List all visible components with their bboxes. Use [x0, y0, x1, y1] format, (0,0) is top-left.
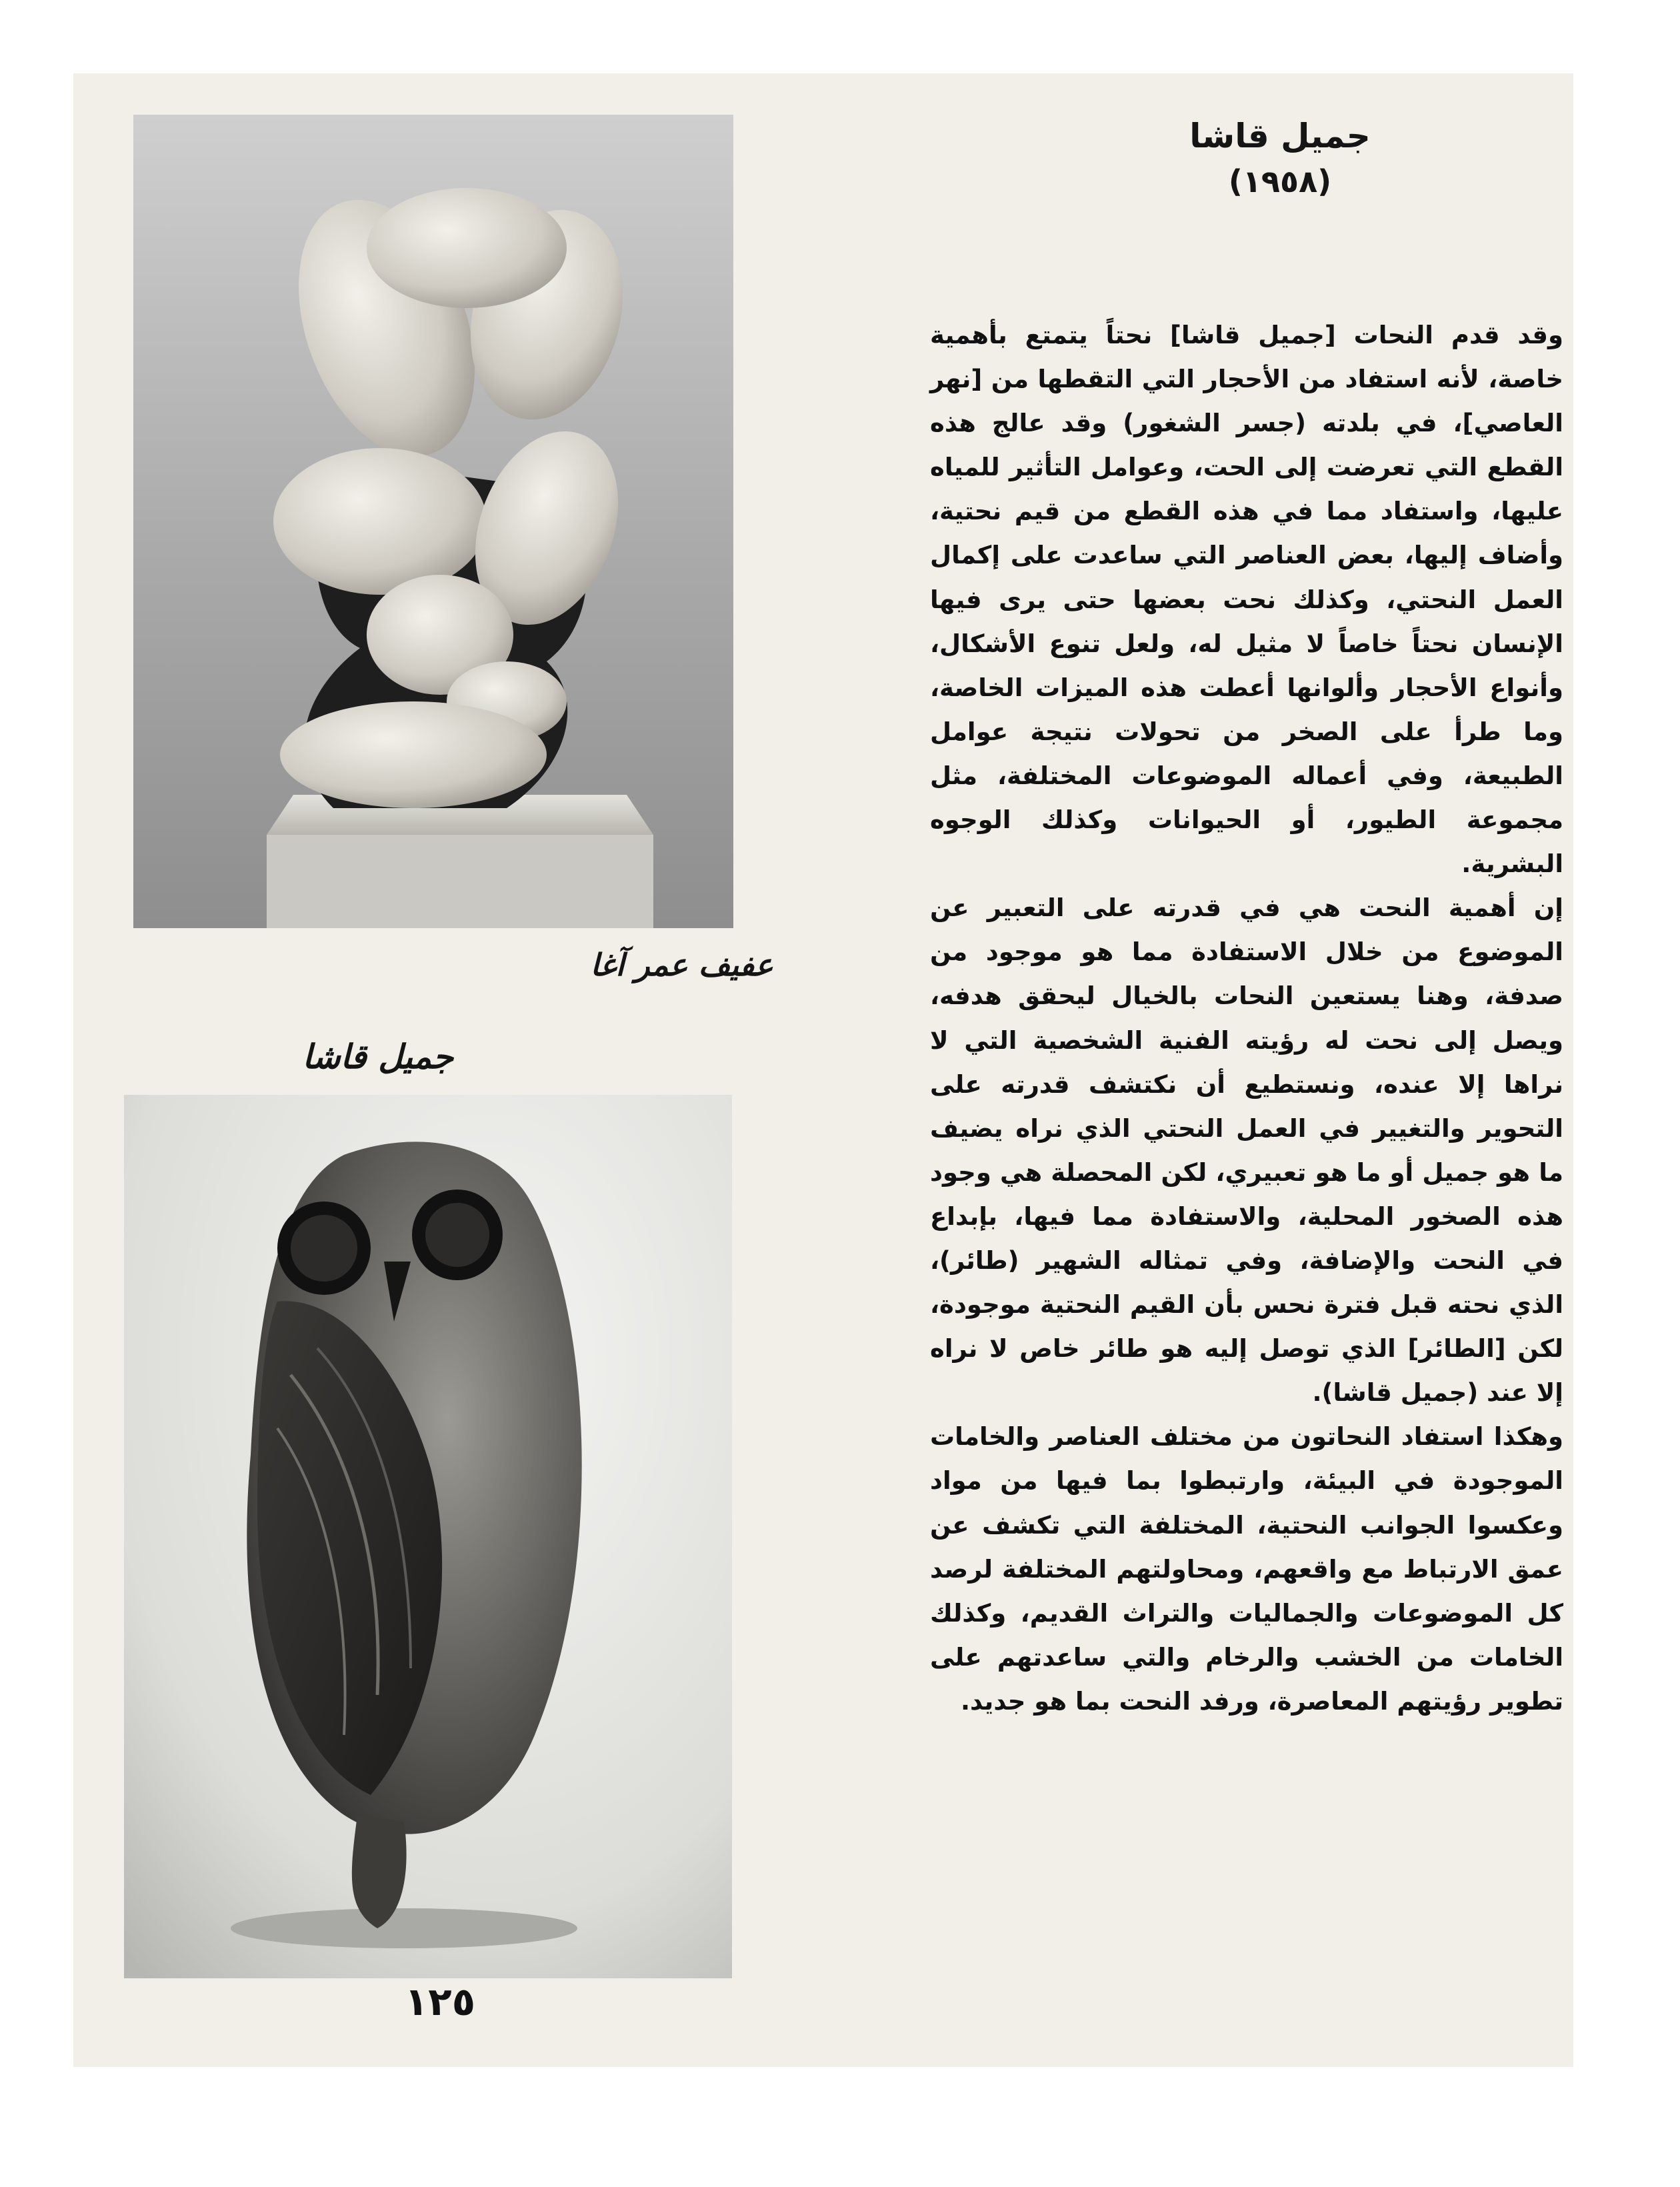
- article-body: [930, 313, 1563, 1724]
- paragraph: وقد قدم النحات [جميل قاشا] نحتاً يتمتع بأهمية خاصة، لأنه استفاد من الأحجار التي التقطها من [نهر العاصي]، في بلدته (جسر الشغور) وقد عالج هذه القطع التي تعرضت إلى الحت، وعوامل التأثير للمياه عليها، واستفاد مما في هذه القطع من قيم نحتية، وأضاف إليها، بعض العناصر التي ساعدت على إكمال العمل النحتي، وكذلك نحت بعضها حتى يرى فيها الإنسان نحتاً خاصاً لا مثيل له، ولعل تنوع الأشكال، وأنواع الأحجار وألوانها أعطت هذه الميزات الخاصة، وما طرأ على الصخر من تحولات نتيجة عوامل الطبيعة، وفي أعماله الموضوعات المختلفة، مثل مجموعة الطيور، أو الحيوانات وكذلك الوجوه البشرية.: [930, 321, 1563, 879]
- paragraph: وهكذا استفاد النحاتون من مختلف العناصر والخامات الموجودة في البيئة، وارتبطوا بما فيها من مواد وعكسوا الجوانب النحتية، المختلفة التي تكشف عن عمق الارتباط مع واقعهم، ومحاولتهم المختلفة لرصد كل الموضوعات والجماليات والتراث القديم، وكذلك الخامات من الخشب والرخام والتي ساعدتهم على تطوير رؤيتهم المعاصرة، ورفد النحت بما هو جديد.: [930, 1422, 1563, 1716]
- heading-artist-name: جميل قاشا: [1189, 117, 1371, 155]
- heading-artist-year: (١٩٥٨): [1228, 163, 1332, 199]
- paragraph: إن أهمية النحت هي في قدرته على التعبير عن الموضوع من خلال الاستفادة مما هو موجود من صدفة، وهنا يستعين النحات بالخيال ليحقق هدفه، ويصل إلى نحت له رؤيته الفنية الشخصية التي لا نراها إلا عنده، ونستطيع أن نكتشف قدرته على التحوير والتغيير في العمل النحتي الذي نراه يضيف ما هو جميل أو ما هو تعبيري، لكن المحصلة هي وجود هذه الصخور المحلية، والاستفادة مما فيها، بإبداع في النحت والإضافة، وفي تمثاله الشهير (طائر)، الذي نحته قبل فترة نحس بأن القيم النحتية موجودة، لكن [الطائر] الذي توصل إليه هو طائر خاص لا نراه إلا عند (جميل قاشا).: [930, 893, 1563, 1408]
- abstract-sculpture-photo: [133, 115, 733, 928]
- page-number: ١٢٥: [404, 1979, 476, 2024]
- bottom-photo-caption: جميل قاشا: [302, 1037, 453, 1076]
- top-photo-caption: عفيف عمر آغا: [590, 947, 773, 983]
- bird-sculpture-photo: [124, 1095, 732, 1978]
